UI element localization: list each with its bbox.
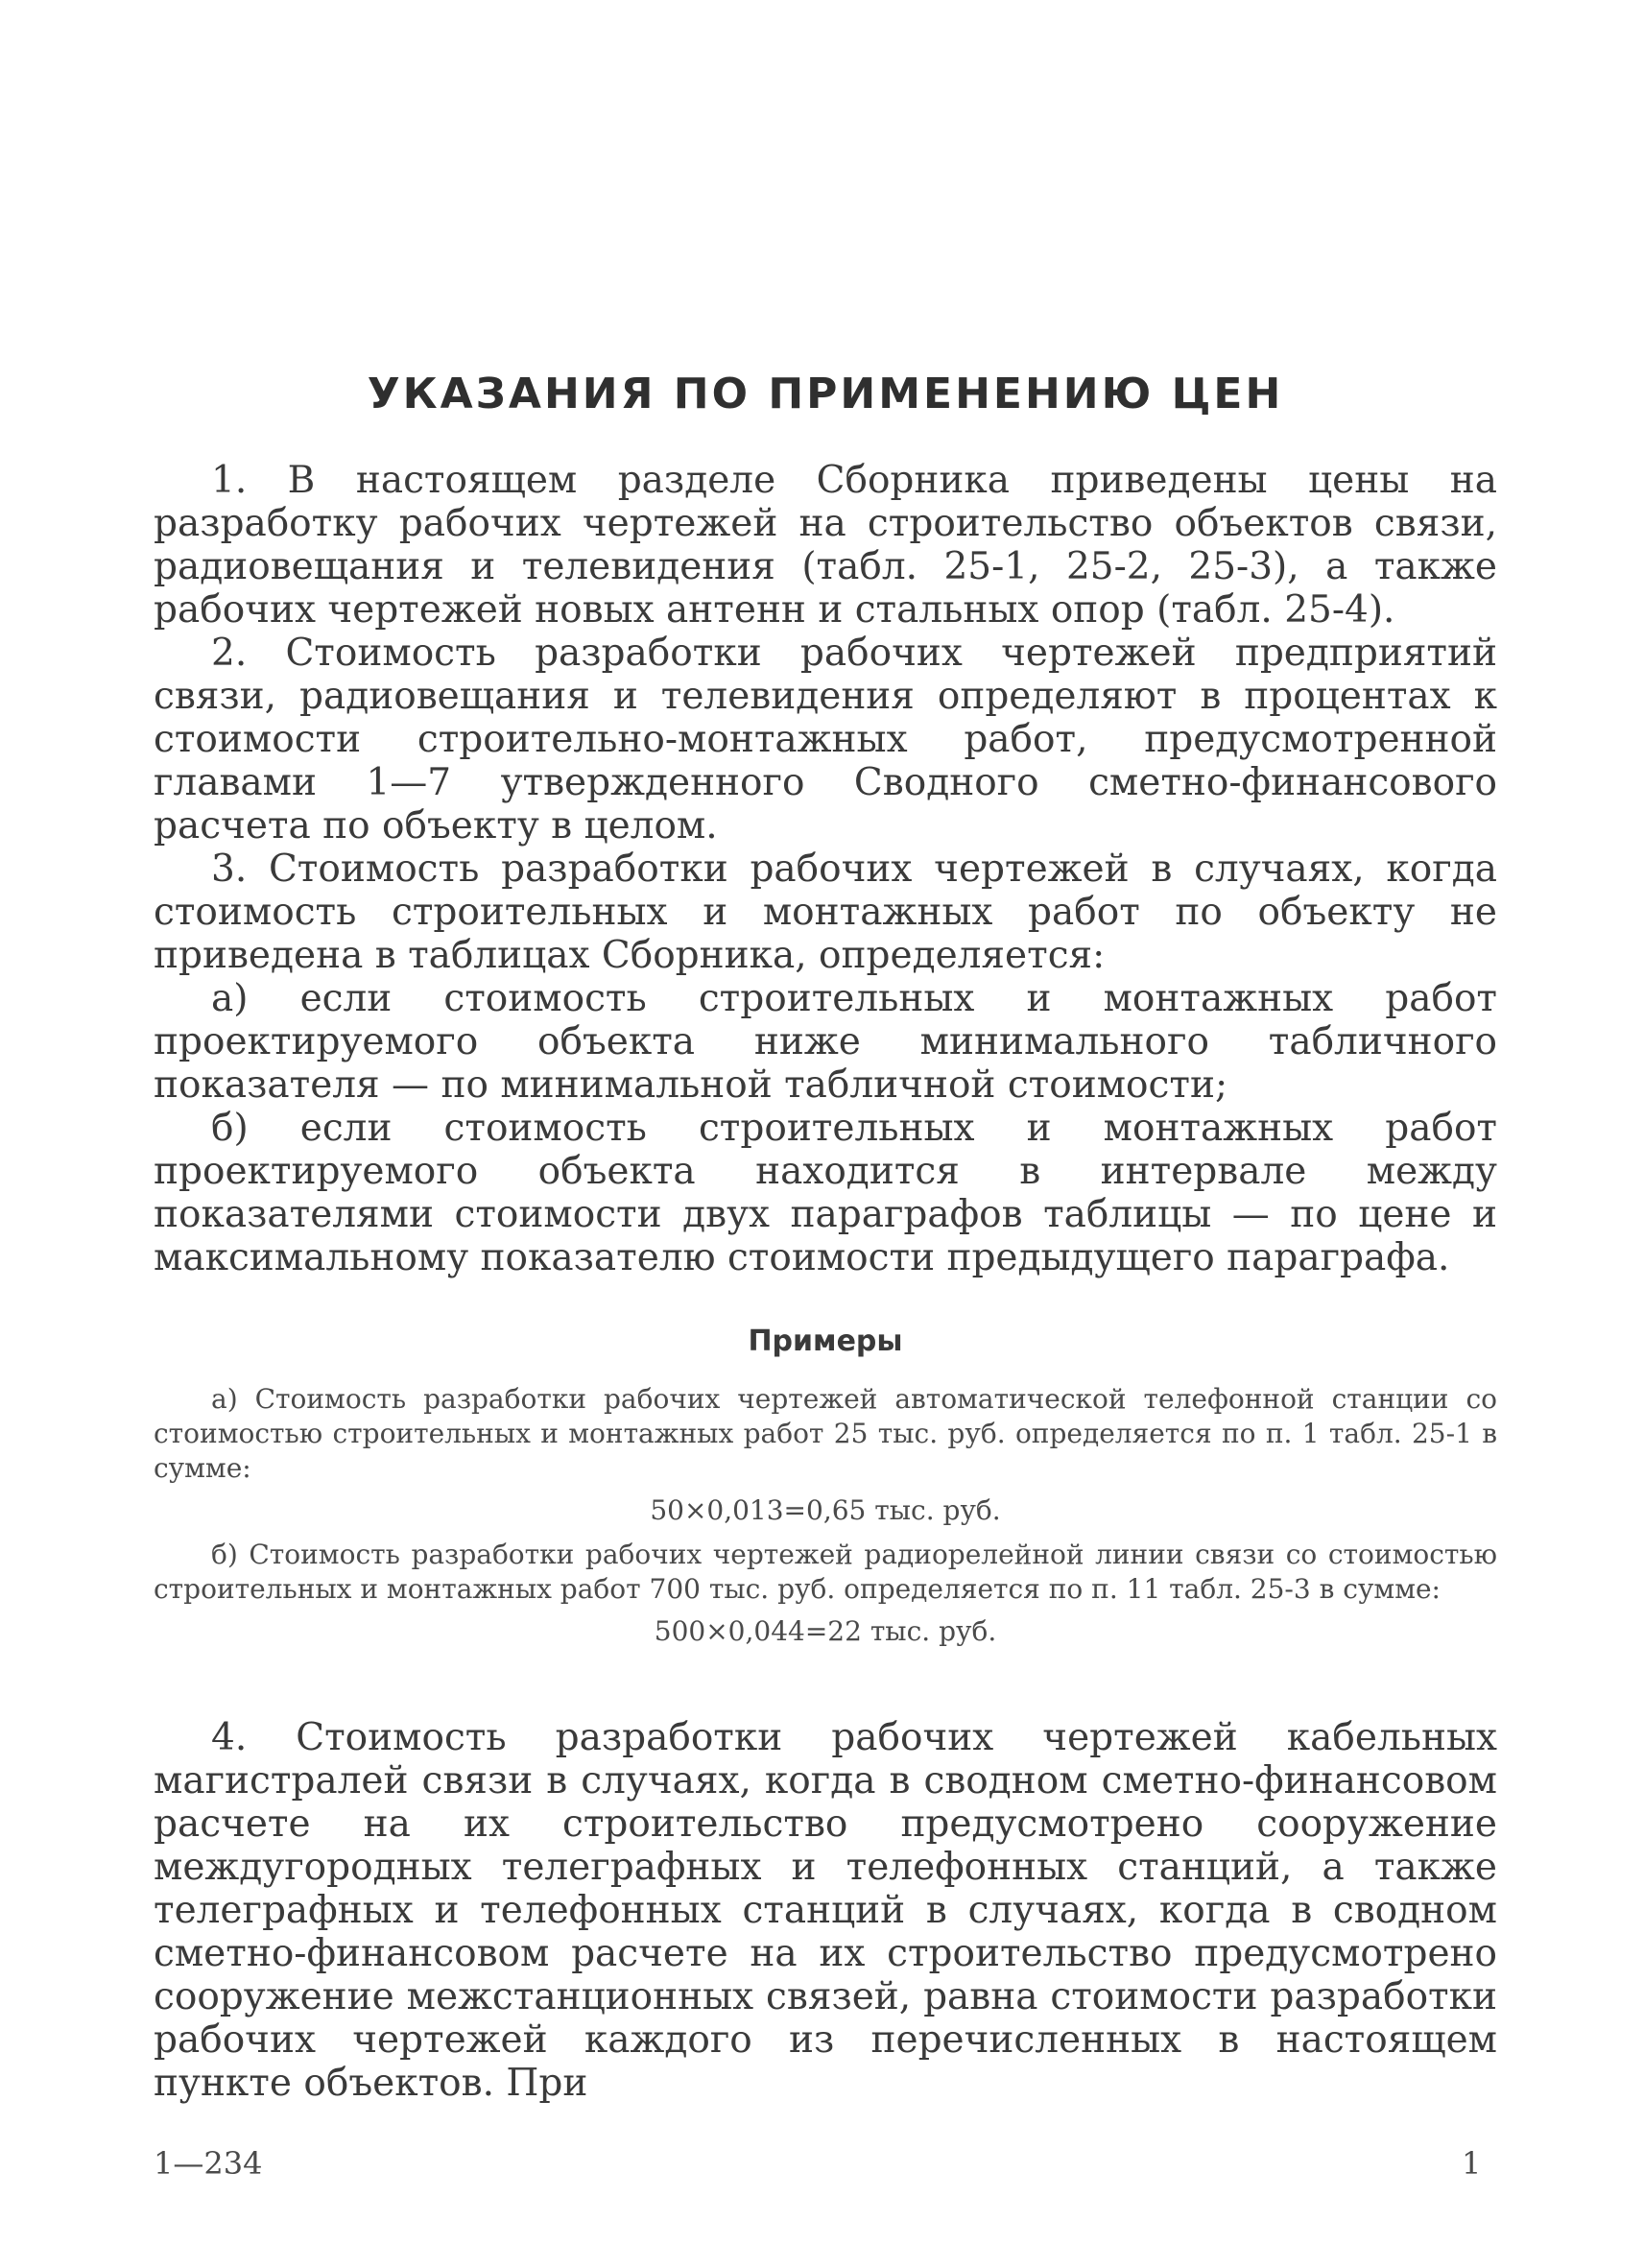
page-number: 1: [1462, 2145, 1482, 2182]
instructions-section: [154, 459, 1497, 1279]
example-b-text: б) Стоимость разработки рабочих чертежей радиорелейной линии связи со стоимостью строительных и монтажных работ 700 тыс. руб. определяется по п. 11 табл. 25-3 в сумме:: [154, 1539, 1497, 1605]
examples-block: [154, 1382, 1497, 1659]
paragraph-3b: б) если стоимость строительных и монтажных работ проектируемого объекта находится в интервале между показателями стоимости двух параграфов таблицы — по цене и максимальному показателю стоимости предыдущего параграфа.: [154, 1107, 1497, 1279]
paragraph-1: 1. В настоящем разделе Сборника приведены цены на разработку рабочих чертежей на строительство объектов связи, радиовещания и телевидения (табл. 25-1, 25-2, 25-3), а также рабочих чертежей новых антенн и стальных опор (табл. 25-4).: [154, 459, 1497, 632]
examples-heading: Примеры: [748, 1325, 903, 1358]
paragraph-3a: а) если стоимость строительных и монтажных работ проектируемого объекта ниже минимального табличного показателя — по минимальной табличной стоимости;: [154, 977, 1497, 1107]
paragraph-4-section: [154, 1716, 1497, 2105]
paragraph-4: 4. Стоимость разработки рабочих чертежей кабельных магистралей связи в случаях, когда в сводном сметно-финансовом расчете на их строительство предусмотрено сооружение междугородных телеграфных и телефонных станций, а также телеграфных и телефонных станций в случаях, когда в сводном сметно-финансовом расчете на их строительство предусмотрено сооружение межстанционных связей, равна стоимости разработки рабочих чертежей каждого из перечисленных в настоящем пункте объектов. При: [154, 1716, 1497, 2105]
paragraph-2: 2. Стоимость разработки рабочих чертежей предприятий связи, радиовещания и телевидения определяют в процентах к стоимости строительно-монтажных работ, предусмотренной главами 1—7 утвержденного Сводного сметно-финансового расчета по объекту в целом.: [154, 632, 1497, 848]
paragraph-3: 3. Стоимость разработки рабочих чертежей в случаях, когда стоимость строительных и монтажных работ по объекту не приведена в таблицах Сборника, определяется:: [154, 848, 1497, 977]
example-b-formula: 500×0,044=22 тыс. руб.: [654, 1615, 997, 1647]
example-a-formula: 50×0,013=0,65 тыс. руб.: [650, 1494, 1001, 1526]
signature-mark: 1—234: [154, 2145, 263, 2182]
page-title: УКАЗАНИЯ ПО ПРИМЕНЕНИЮ ЦЕН: [367, 370, 1284, 418]
example-a-text: а) Стоимость разработки рабочих чертежей автоматической телефонной станции со стоимостью строительных и монтажных работ 25 тыс. руб. определяется по п. 1 табл. 25-1 в сумме:: [154, 1383, 1497, 1484]
